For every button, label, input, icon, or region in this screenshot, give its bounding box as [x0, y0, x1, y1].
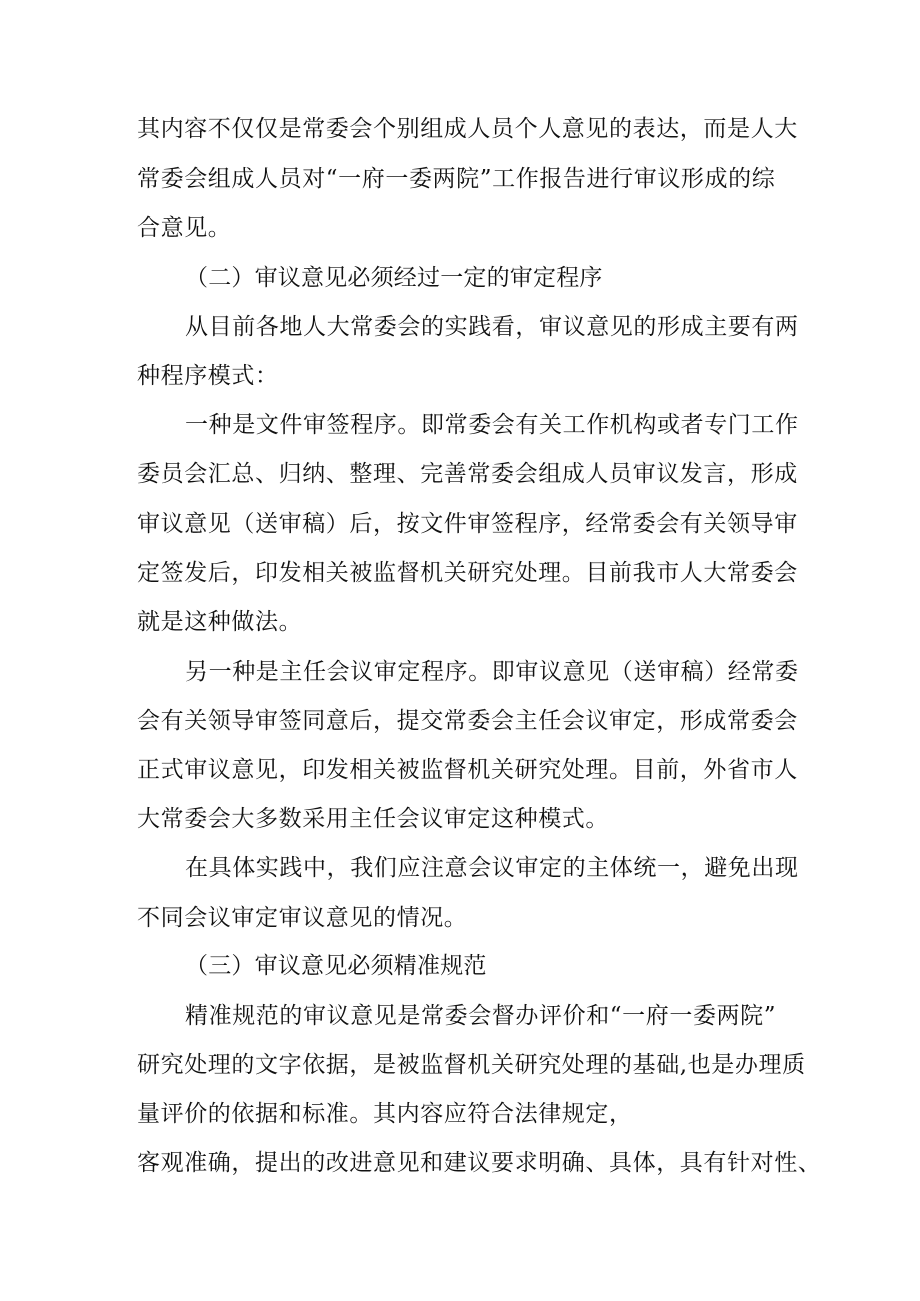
paragraph-line: 其内容不仅仅是常委会个别组成人员个人意见的表达，而是人大	[137, 116, 798, 142]
paragraph-line: 常委会组成人员对“一府一委两院”工作报告进行审议形成的综	[137, 166, 776, 192]
paragraph-line: 就是这种做法。	[137, 609, 303, 635]
paragraph-line: 另一种是主任会议审定程序。即审议意见（送审稿）经常委	[185, 659, 799, 685]
paragraph-line: 客观准确，提出的改进意见和建议要求明确、具体，具有针对性、	[137, 1150, 822, 1176]
paragraph-line: 一种是文件审签程序。即常委会有关工作机构或者专门工作	[185, 412, 799, 438]
paragraph-line: 正式审议意见，印发相关被监督机关研究处理。目前，外省市人	[137, 757, 798, 783]
paragraph-line: 会有关领导审签同意后，提交常委会主任会议审定，形成常委会	[137, 708, 798, 734]
paragraph-line: 审议意见（送审稿）后，按文件审签程序，经常委会有关领导审	[137, 511, 798, 537]
paragraph-line: 委员会汇总、归纳、整理、完善常委会组成人员审议发言，形成	[137, 461, 798, 487]
paragraph-line: 从目前各地人大常委会的实践看，审议意见的形成主要有两	[185, 314, 799, 340]
paragraph-line: 在具体实践中，我们应注意会议审定的主体统一，避免出现	[185, 855, 799, 881]
paragraph-line: 不同会议审定审议意见的情况。	[137, 905, 468, 931]
paragraph-line: 种程序模式：	[137, 363, 279, 389]
paragraph-line: 合意见。	[137, 215, 232, 241]
section-heading-3: （三）审议意见必须精准规范	[185, 953, 487, 979]
paragraph-line: 量评价的依据和标准。其内容应符合法律规定，	[137, 1101, 633, 1127]
paragraph-line: 定签发后，印发相关被监督机关研究处理。目前我市人大常委会	[137, 560, 798, 586]
paragraph-line: 大常委会大多数采用主任会议审定这种模式。	[137, 806, 609, 832]
paragraph-line: 精准规范的审议意见是常委会督办评价和“一府一委两院”	[185, 1003, 777, 1029]
paragraph-line: 研究处理的文字依据，是被监督机关研究处理的基础,也是办理质	[137, 1052, 806, 1078]
section-heading-2: （二）审议意见必须经过一定的审定程序	[185, 265, 603, 291]
